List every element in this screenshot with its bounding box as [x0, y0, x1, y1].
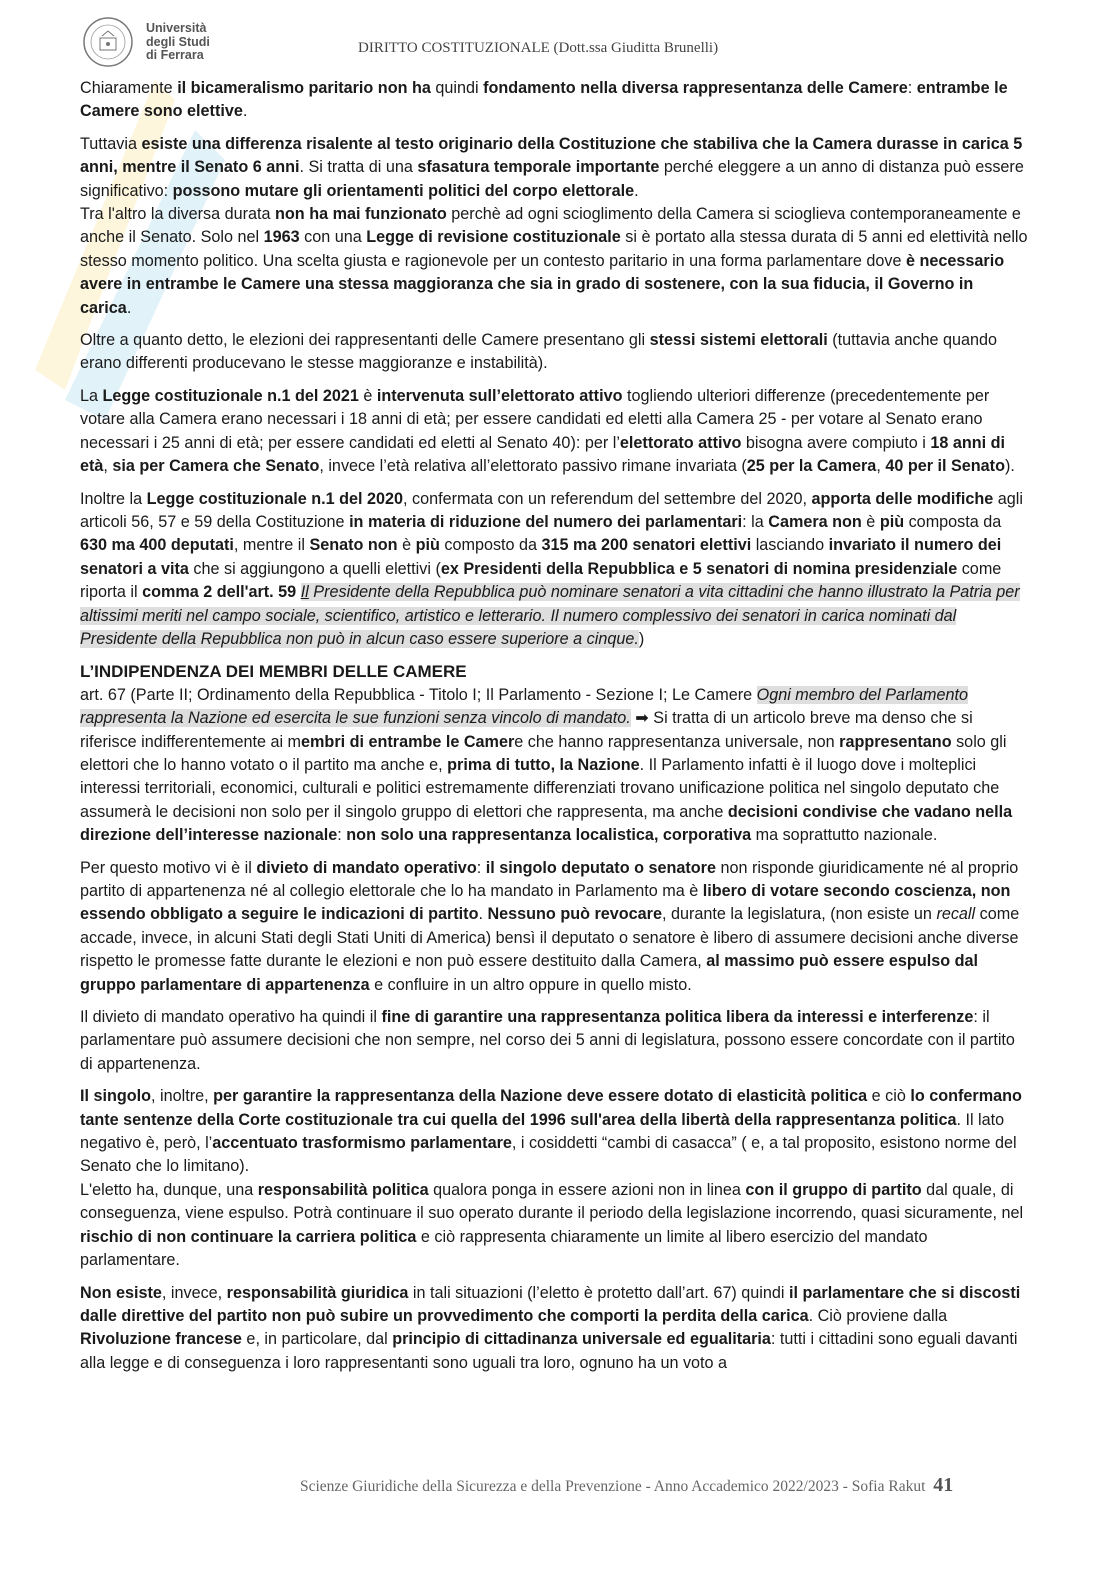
- bold-text: fine di garantire una rappresentanza politica libera da interessi e interferenze: [381, 1008, 974, 1027]
- university-name-line: Università: [146, 21, 207, 35]
- bold-text: Camera non: [768, 512, 862, 531]
- bold-text: embri di entrambe le Camer: [301, 732, 515, 751]
- bold-text: 630 ma 400 deputati: [80, 536, 234, 555]
- footer-text: Scienze Giuridiche della Sicurezza e della Prevenzione - Anno Accademico 2022/2023 - Sofia Rakut: [300, 1478, 926, 1495]
- paragraph: [80, 1006, 1028, 1076]
- text-run: è: [861, 512, 880, 531]
- page-number: 41: [933, 1474, 954, 1496]
- text-run: quindi: [430, 79, 484, 97]
- text-run: Chiaramente: [80, 79, 178, 97]
- text-run: solo gli elettori che lo hanno votato o il partito ma anche e,: [80, 732, 1007, 774]
- text-run: Il divieto di mandato operativo ha quindi il: [80, 1008, 382, 1027]
- text-run: ): [638, 629, 645, 648]
- bold-text: apporta delle modifiche: [811, 489, 994, 508]
- bold-text: Rivoluzione francese: [80, 1330, 242, 1349]
- university-name: [146, 22, 210, 63]
- bold-text: divieto di mandato operativo: [256, 858, 477, 877]
- bold-text: prima di tutto, la Nazione: [447, 755, 640, 774]
- text-run: ma soprattutto nazionale.: [751, 826, 938, 845]
- bold-text: non ha mai funzionato: [275, 205, 447, 224]
- text-run: Per questo motivo vi è il: [80, 858, 257, 877]
- bold-text: rappresentano: [839, 732, 952, 751]
- text-run: [296, 583, 301, 601]
- bold-text: Senato non: [309, 536, 398, 555]
- text-run: perché eleggere a un anno di distanza può essere significativo:: [80, 158, 1024, 200]
- paragraph: [80, 203, 1028, 320]
- bold-text: intervenuta sull’elettorato attivo: [376, 386, 623, 405]
- bold-text: con il gruppo di partito: [745, 1180, 922, 1199]
- text-run: è: [358, 386, 377, 405]
- text-run: Tuttavia: [80, 134, 142, 153]
- university-logo: [82, 16, 134, 68]
- text-run: , invece l’età relativa all’elettorato passivo rimane invariata (: [319, 457, 747, 476]
- text-run: (tuttavia anche quando erano differenti producevano le stesse maggioranze e instabilità).: [80, 331, 997, 373]
- bold-text: Legge di revisione costituzionale: [366, 228, 621, 247]
- paragraph: [80, 1179, 1028, 1273]
- bold-text: accentuato trasformismo parlamentare: [212, 1134, 512, 1153]
- text-run: agli articoli 56, 57 e 59 della Costituzione: [80, 489, 1023, 531]
- italic-text: recall: [936, 905, 976, 924]
- bold-text: sfasatura temporale importante: [417, 158, 660, 177]
- text-run: , i cosiddetti “cambi di casacca” ( e, a tal proposito, esistono norme del Senato che lo limitano).: [80, 1134, 1017, 1176]
- text-run: : tutti i cittadini sono eguali davanti alla legge e di conseguenza i loro rappresentanti sono uguali tra loro, ognuno ha un voto a: [80, 1330, 1018, 1372]
- text-run: Oltre a quanto detto, le elezioni dei rappresentanti delle Camere presentano gli: [80, 331, 650, 350]
- bold-text: è necessario avere in entrambe le Camere una stessa maggioranza che sia in grado di sostenere, con la sua fiducia, il Governo in carica: [80, 251, 1005, 317]
- text-run: :: [337, 826, 347, 845]
- text-run: . Il lato negativo è, però, l’: [80, 1110, 1005, 1153]
- text-run: : il parlamentare può assumere decisioni che non sempre, nel corso dei 5 anni di legislatura, possono essere concordate con il partito di appartenenza.: [80, 1008, 1015, 1073]
- section-title: L’INDIPENDENZA DEI MEMBRI DELLE CAMERE: [80, 662, 467, 682]
- text-run: , mentre il: [233, 536, 310, 555]
- university-name-line: degli Studi: [146, 34, 210, 49]
- text-run: come accade, invece, in alcuni Stati degli Stati Uniti di America) bensì il deputato o senatore è libero di assumere decisioni anche diverse rispetto le promesse fatte durante le elezioni e non può essere destituito dalla Camera,: [80, 905, 1020, 971]
- document-body: [80, 77, 1028, 1384]
- university-name-line: di Ferrara: [146, 48, 204, 62]
- text-run: bisogna avere compiuto i: [741, 433, 931, 452]
- text-run: .: [634, 181, 639, 200]
- text-run: art. 67 (Parte II; Ordinamento della Repubblica - Titolo I; Il Parlamento - Sezione I; Le Camere: [80, 685, 757, 704]
- text-run: qualora ponga in essere azioni non in linea: [428, 1180, 746, 1199]
- bold-text: responsabilità giuridica: [226, 1283, 409, 1302]
- text-run: e, in particolare, dal: [241, 1330, 393, 1349]
- text-run: e ciò rappresenta chiaramente un limite al libero esercizio del mandato parlamentare.: [80, 1227, 928, 1270]
- text-run: Inoltre la: [80, 489, 147, 508]
- quoted-article-text: Presidente della Repubblica può nominare senatori a vita cittadini che hanno illustrato la Patria per altissimi meriti nel campo sociale, scientifico, artistico e letterario. Il numero complessivo dei senatori in carica nominati dal Presidente della Repubblica non può in alcun caso essere superiore a cinque.: [80, 583, 1020, 648]
- text-run: :: [476, 858, 486, 877]
- text-run: . Il Parlamento infatti è il luogo dove i molteplici interessi territoriali, economici, culturali e politici estremamente differenziati trovano unificazione politica nel singolo deputato che assumerà le decisioni non solo per il singolo gruppo di elettori che rappresenta, ma anche: [80, 755, 1000, 821]
- text-run: dal quale, di conseguenza, viene espulso. Potrà continuare il suo operato durante il periodo della legislazione incorrendo, quasi sicuramente, nel: [80, 1180, 1024, 1223]
- bold-text: responsabilità politica: [257, 1180, 429, 1199]
- text-run: ).: [1004, 457, 1015, 476]
- text-run: , durante la legislatura, (non esiste un: [661, 905, 937, 924]
- text-run: , confermata con un referendum del settembre del 2020,: [402, 489, 812, 508]
- bold-text: più: [415, 536, 440, 555]
- text-run: ,: [103, 457, 113, 476]
- quoted-article-text: Il: [300, 583, 309, 602]
- paragraph: [80, 1282, 1028, 1376]
- bold-text: Il singolo: [80, 1087, 152, 1106]
- bold-text: il bicameralismo paritario non ha: [177, 79, 431, 97]
- bold-text: 315 ma 200 senatori elettivi: [541, 536, 752, 555]
- text-run: e confluire in un altro oppure in quello misto.: [369, 975, 692, 994]
- bold-text: Legge costituzionale n.1 del 2020: [146, 489, 403, 508]
- paragraph: [80, 385, 1028, 479]
- bold-text: 40 per il Senato: [885, 457, 1005, 476]
- text-run: .: [478, 905, 488, 924]
- quoted-article-text: Ogni membro del Parlamento rappresenta la Nazione ed esercita le sue funzioni senza vincolo di mandato.: [80, 685, 969, 728]
- page-header: [80, 12, 1040, 60]
- text-run: perchè ad ogni scioglimento della Camera si scioglieva contemporaneamente e anche il Senato. Solo nel: [80, 205, 1021, 247]
- text-run: L'eletto ha, dunque, una: [80, 1180, 258, 1199]
- bold-text: decisioni condivise che vadano nella direzione dell’interesse nazionale: [80, 802, 1013, 845]
- bold-text: sia per Camera che Senato: [112, 457, 320, 476]
- bold-text: Non esiste: [80, 1283, 162, 1302]
- text-run: , inoltre,: [151, 1087, 214, 1106]
- text-run: che si aggiungono a quelli elettivi (: [188, 559, 441, 578]
- bold-text: fondamento nella diversa rappresentanza delle Camere: [483, 79, 908, 97]
- bold-text: libero di votare secondo coscienza, non essendo obbligato a seguire le indicazioni di partito: [80, 882, 1011, 924]
- bold-text: possono mutare gli orientamenti politici del corpo elettorale: [172, 181, 635, 200]
- text-run: , invece,: [161, 1283, 227, 1302]
- bold-text: lo confermano tante sentenze della Corte costituzionale tra cui quella del 1996 sull'area della libertà della rappresentanza politica: [80, 1087, 1022, 1129]
- text-run: si è portato alla stessa durata di 5 anni ed elettività nello stesso momento politico. Una scelta giusta e ragionevole per un contesto paritario in una forma parlamentare dove: [80, 228, 1028, 270]
- text-run: .: [126, 298, 132, 317]
- text-run: :: [907, 79, 917, 97]
- bold-text: Legge costituzionale n.1 del 2021: [102, 386, 359, 405]
- bold-text: elettorato attivo: [619, 433, 742, 452]
- text-run: Tra l'altro la diversa durata: [80, 205, 276, 224]
- text-run: togliendo ulteriori differenze (precedentemente per votare alla Camera erano necessari i 18 anni di età; per essere candidati ed eletti alla Camera 25 - per votare al Senato erano necessari i 25 anni di età; per essere candidati ed eletti al Senato 40): per l’: [80, 386, 990, 452]
- bold-text: rischio di non continuare la carriera politica: [80, 1227, 417, 1246]
- paragraph: [80, 1085, 1028, 1179]
- bold-text: più: [879, 512, 905, 531]
- paragraph: [80, 684, 1028, 848]
- text-run: ➡ Si tratta di un articolo breve ma denso che si riferisce indifferentemente ai m: [80, 709, 973, 751]
- bold-text: non solo una rappresentanza localistica, corporativa: [346, 826, 752, 845]
- text-run: in tali situazioni (l’eletto è protetto dall’art. 67) quindi: [408, 1283, 790, 1302]
- bold-text: al massimo può essere espulso dal gruppo parlamentare di appartenenza: [80, 952, 978, 994]
- bold-text: 25 per la Camera: [746, 457, 877, 476]
- text-run: ,: [876, 457, 886, 476]
- text-run: lasciando: [751, 536, 829, 555]
- text-run: .: [242, 102, 248, 121]
- text-run: composto da: [439, 536, 542, 555]
- bold-text: stessi sistemi elettorali: [649, 331, 828, 350]
- bold-text: principio di cittadinanza universale ed egualitaria: [392, 1330, 771, 1349]
- text-run: . Si tratta di una: [299, 158, 418, 177]
- paragraph: [80, 329, 1028, 376]
- text-run: con una: [299, 228, 367, 247]
- bold-text: Nessuno può revocare: [487, 905, 662, 924]
- paragraph: [80, 857, 1028, 997]
- bold-text: per garantire la rappresentanza della Nazione deve essere dotato di elasticità politica: [213, 1087, 868, 1106]
- bold-text: 18 anni di età: [80, 433, 1005, 476]
- bold-text: il singolo deputato o senatore: [485, 858, 716, 877]
- text-run: : la: [742, 512, 769, 531]
- bold-text: in materia di riduzione del numero dei parlamentari: [349, 512, 743, 531]
- text-run: . Ciò proviene dalla: [808, 1306, 948, 1325]
- paragraph: [80, 133, 1028, 203]
- text-run: non risponde giuridicamente né al proprio partito di appartenenza né al collegio elettorale che lo ha mandato in Parlamento ma è: [80, 858, 1019, 900]
- bold-text: entrambe le Camere sono elettive: [80, 79, 1008, 121]
- course-title: DIRITTO COSTITUZIONALE (Dott.ssa Giuditta Brunelli): [358, 40, 719, 56]
- paragraph: [80, 77, 1028, 124]
- bold-text: comma 2 dell'art. 59: [142, 583, 297, 602]
- text-run: La: [80, 386, 103, 405]
- paragraph: [80, 488, 1028, 652]
- bold-text: 1963: [263, 228, 300, 247]
- text-run: composta da: [904, 512, 1002, 531]
- bold-text: il parlamentare che si discosti dalle direttive del partito non può subire un provvedimento che comporti la perdita della carica: [80, 1283, 1021, 1325]
- bold-text: esiste una differenza risalente al testo originario della Costituzione che stabiliva che la Camera durasse in carica 5 anni, mentre il Senato 6 anni: [80, 134, 1023, 177]
- text-run: come riporta il: [80, 559, 1002, 602]
- bold-text: invariato il numero dei senatori a vita: [80, 536, 1002, 578]
- page-footer: [300, 1474, 953, 1497]
- text-run: e che hanno rappresentanza universale, non: [514, 732, 840, 751]
- bold-text: ex Presidenti della Repubblica e 5 senatori di nomina presidenziale: [440, 559, 958, 578]
- text-run: e ciò: [867, 1087, 911, 1106]
- text-run: è: [397, 536, 416, 555]
